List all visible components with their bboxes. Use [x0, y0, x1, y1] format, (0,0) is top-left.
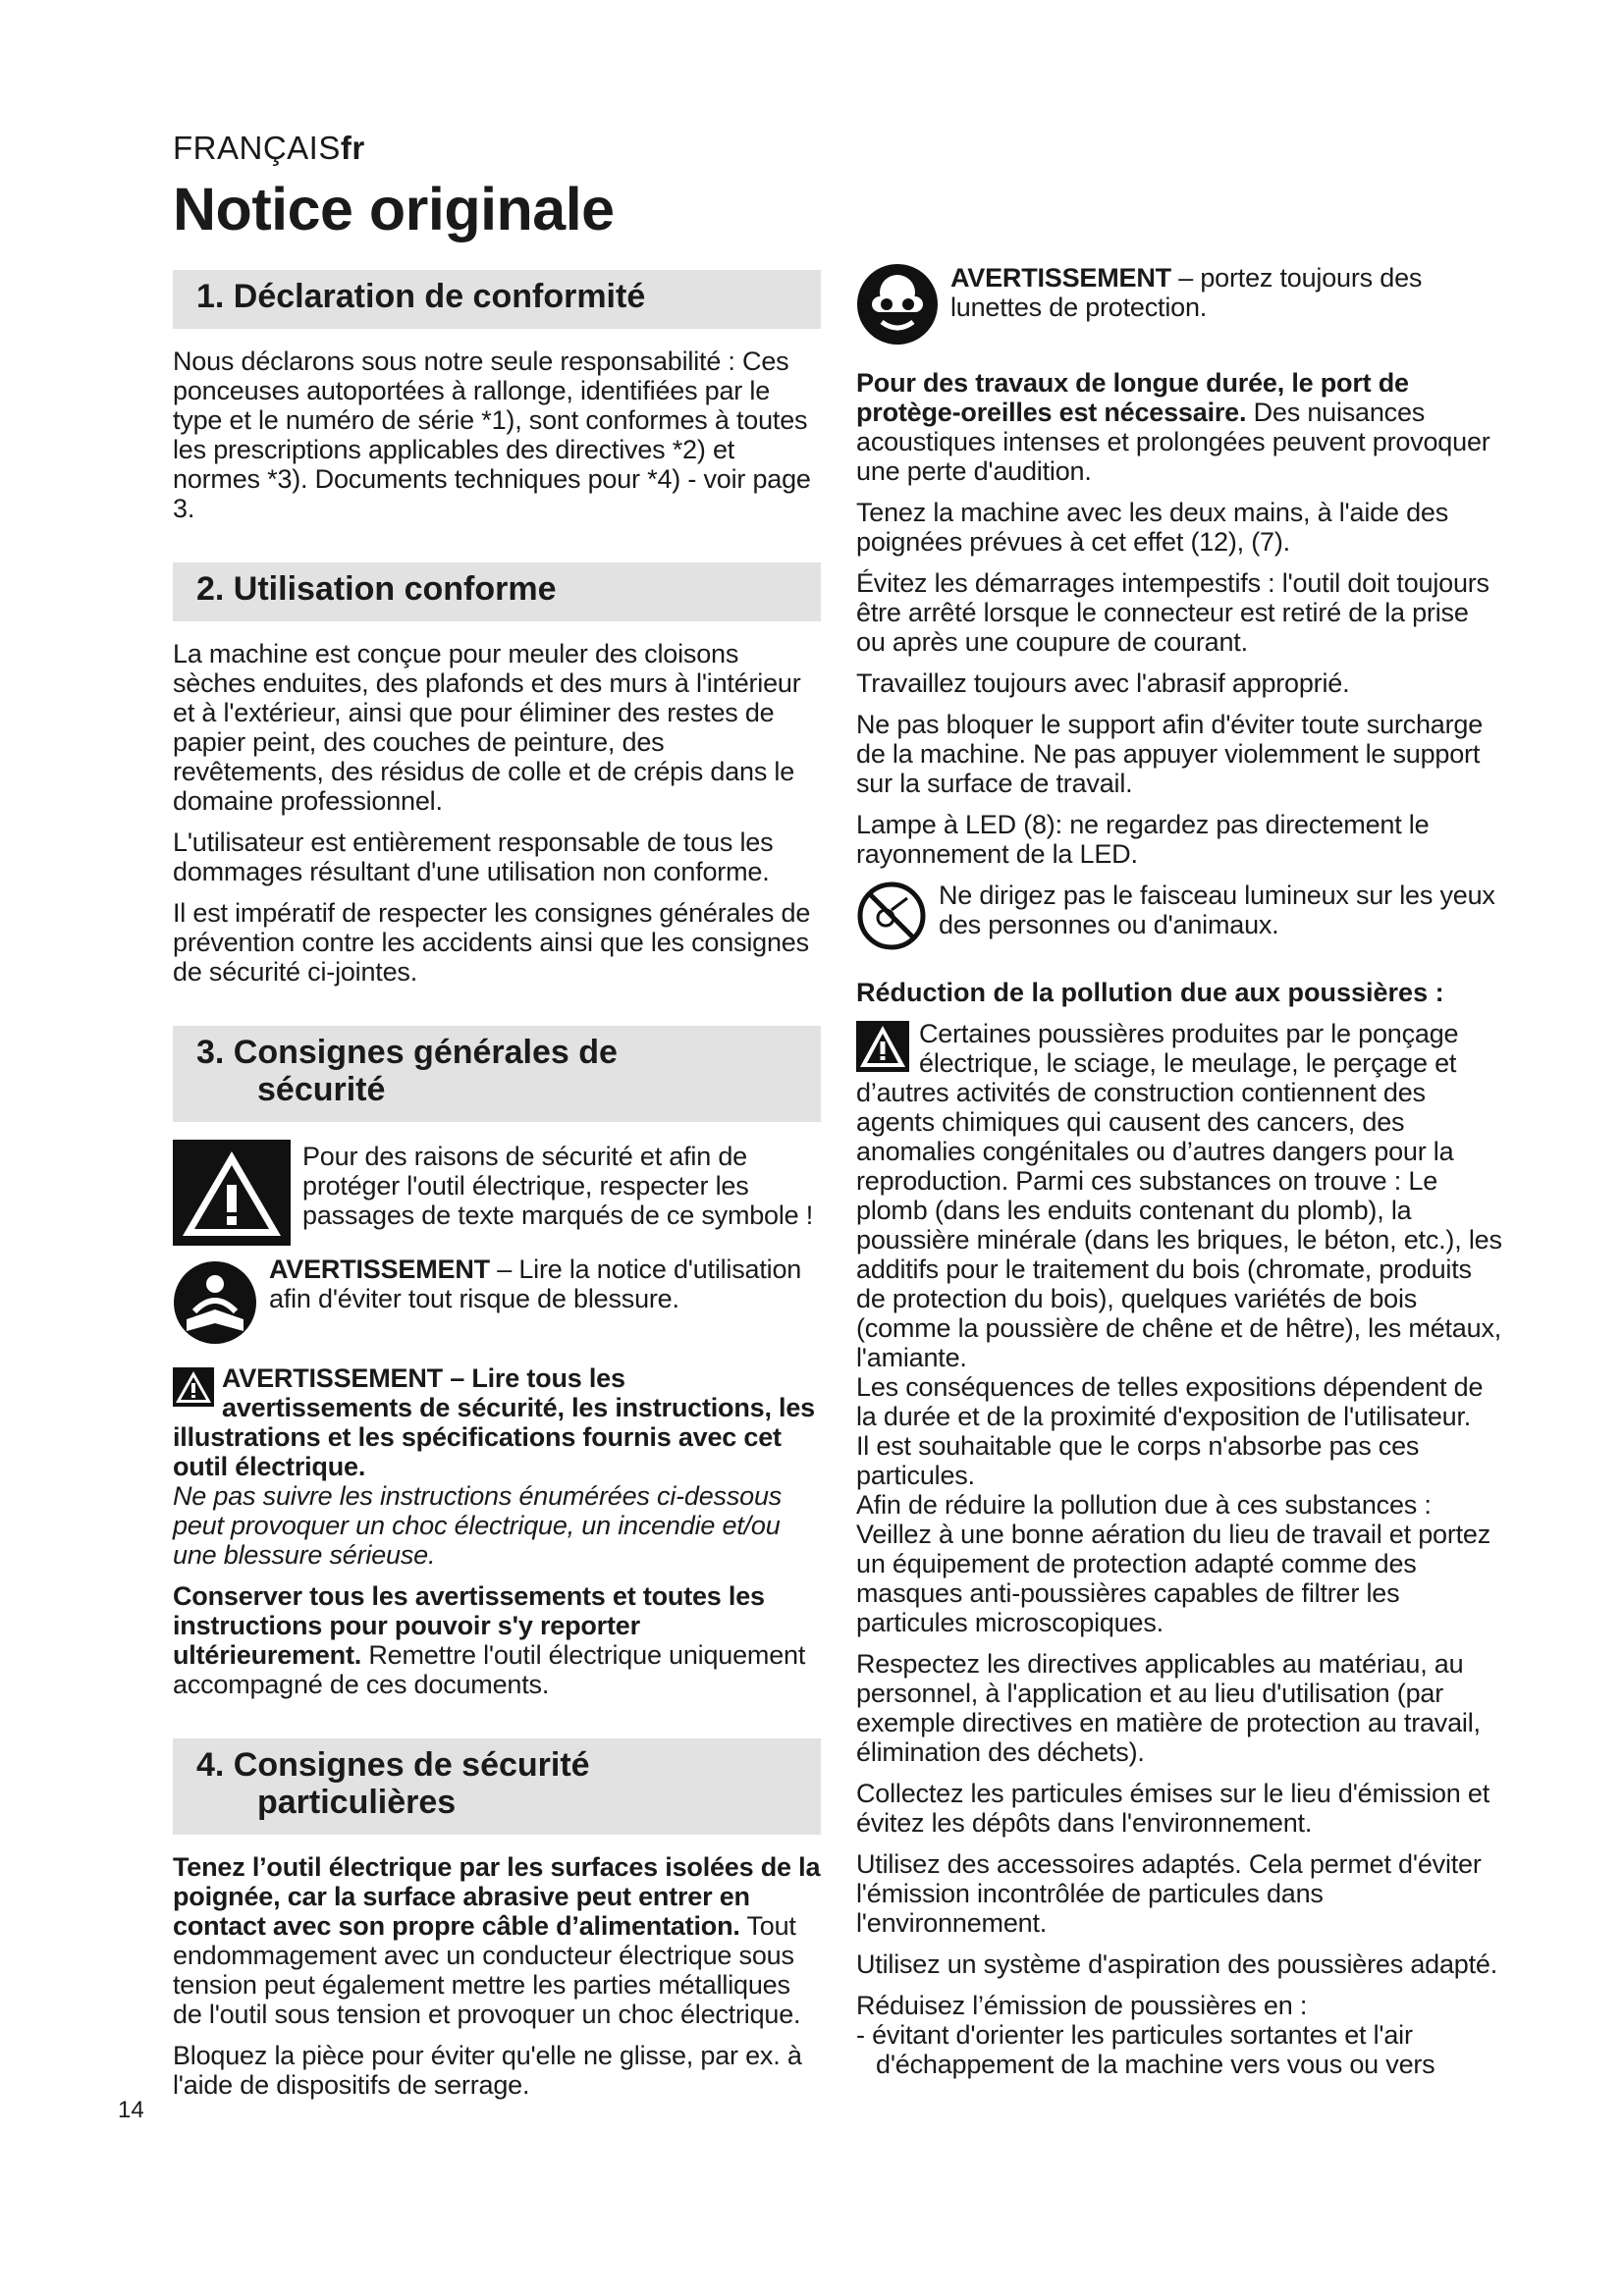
- goggles-warning-text: [950, 263, 1504, 322]
- dust-warning-text: Certaines poussières produites par le ponçage électrique, le sciage, le meulage, le perçage et d’autres activités de construction contiennent des agents chimiques qui causent des cancers, des anomalies congénitales ou d’autres dangers pour la reproduction. Parmi ces substances on trouve : Le plomb (dans les enduits contenant du plomb), la poussière minérale (dans les briques, le béton, etc.), les additifs pour le traitement du bois (chromate, produits de protection du bois), quelques variétés de bois (comme la poussière de chêne et de hêtre), les métaux, l'amiante.: [856, 1019, 1502, 1372]
- right-column: [856, 263, 1504, 2091]
- ear-protection-bold: Pour des travaux de longue durée, le port de protège-oreilles est nécessaire.: [856, 368, 1409, 427]
- section-4-heading: [173, 1738, 821, 1835]
- no-eye-beam-icon: [856, 881, 927, 956]
- warning-triangle-icon: [173, 1140, 291, 1251]
- hold-tool-paragraph: [173, 1852, 821, 2029]
- dust-warning-icon: [856, 1021, 909, 1078]
- two-hands-paragraph: Tenez la machine avec les deux mains, à l'aide des poignées prévues à cet effet (12), (7).: [856, 498, 1448, 557]
- hold-tool-bold: Tenez l’outil électrique par les surfaces isolées de la poignée, car la surface abrasive peut entrer en contact avec son propre câble d’alimentation.: [173, 1852, 821, 1941]
- section-4-title-line2: particulières: [257, 1784, 457, 1821]
- warning-symbol-text: Pour des raisons de sécurité et afin de protéger l'outil électrique, respecter les passages de texte marqués de ce symbole !: [302, 1142, 814, 1230]
- language-label: [173, 130, 365, 167]
- warning-symbol-block: [173, 1140, 821, 1251]
- section-2-p2: L'utilisateur est entièrement responsable de tous les dommages résultant d'une utilisation non conforme.: [173, 828, 774, 886]
- read-manual-block: [173, 1255, 821, 1350]
- section-3-title-line2: sécurité: [257, 1071, 386, 1108]
- ear-protection-rest: Des nuisances acoustiques intenses et prolongées peuvent provoquer une perte d'audition.: [856, 398, 1490, 486]
- consequences-paragraph: Les conséquences de telles expositions dépendent de la durée et de la proximité d'exposition de l'utilisateur.: [856, 1372, 1484, 1431]
- read-manual-bold: AVERTISSEMENT: [269, 1255, 490, 1284]
- section-3-title-line1: 3. Consignes générales de: [196, 1034, 618, 1071]
- read-manual-icon: [173, 1260, 257, 1350]
- language-name: FRANÇAIS: [173, 130, 341, 166]
- abrasive-paragraph: Travaillez toujours avec l'abrasif approprié.: [856, 668, 1350, 698]
- collect-paragraph: Collectez les particules émises sur le lieu d'émission et évitez les dépôts dans l'environnement.: [856, 1779, 1490, 1838]
- keep-instructions-bold: Conserver tous les avertissements et toutes les instructions pour pouvoir s'y reporter ultérieurement.: [173, 1581, 765, 1670]
- restart-paragraph: Évitez les démarrages intempestifs : l'outil doit toujours être arrêté lorsque le connecteur est retiré de la prise ou après une coupure de courant.: [856, 568, 1489, 657]
- accessories-paragraph: Utilisez des accessoires adaptés. Cela permet d'éviter l'émission incontrôlée de particules dans l'environnement.: [856, 1849, 1482, 1938]
- reduce-emission-paragraph: Réduisez l’émission de poussières en :: [856, 1991, 1308, 2020]
- bullet-item-1-continued: d'échappement de la machine vers vous ou vers: [876, 2050, 1435, 2079]
- section-1-heading: 1. Déclaration de conformité: [173, 270, 821, 329]
- beam-warning-text: Ne dirigez pas le faisceau lumineux sur les yeux des personnes ou d'animaux.: [939, 881, 1495, 939]
- hold-tool-rest: Tout endommagement avec un conducteur électrique sous tension peut également mettre les parties métalliques de l'outil sous tension et provoquer un choc électrique.: [173, 1911, 801, 2029]
- read-manual-rest: – Lire la notice d'utilisation afin d'éviter tout risque de blessure.: [269, 1255, 802, 1313]
- all-warnings-paragraph: [173, 1363, 821, 1570]
- led-paragraph: Lampe à LED (8): ne regardez pas directement le rayonnement de la LED.: [856, 810, 1430, 869]
- support-paragraph: Ne pas bloquer le support afin d'éviter toute surcharge de la machine. Ne pas appuyer violemment le support sur la surface de travail.: [856, 710, 1484, 798]
- section-2-p3: Il est impératif de respecter les consignes générales de prévention contre les accidents ainsi que les consignes de sécurité ci-jointes.: [173, 898, 811, 987]
- reduce-pollution-paragraph: Afin de réduire la pollution due à ces substances : Veillez à une bonne aération du lieu de travail et portez un équipement de protection adapté comme des masques anti-poussières capables de filtrer les particules microscopiques.: [856, 1490, 1491, 1637]
- all-warnings-bold: AVERTISSEMENT – Lire tous les avertissements de sécurité, les instructions, les illustrations et les spécifications fournis avec cet outil électrique.: [173, 1363, 815, 1481]
- keep-instructions-paragraph: [173, 1581, 821, 1699]
- section-3-heading: [173, 1026, 821, 1122]
- dust-warning-paragraph: [856, 1019, 1504, 1372]
- section-2-heading: 2. Utilisation conforme: [173, 562, 821, 621]
- ear-protection-paragraph: [856, 368, 1504, 486]
- language-code: fr: [340, 130, 365, 166]
- small-warning-icon: [173, 1367, 214, 1413]
- page-title: Notice originale: [173, 176, 615, 242]
- dust-heading: Réduction de la pollution due aux poussières :: [856, 978, 1444, 1007]
- goggles-warning-rest: – portez toujours des lunettes de protection.: [950, 263, 1423, 322]
- left-column: [173, 270, 821, 2111]
- read-manual-text: [269, 1255, 821, 1313]
- clamp-paragraph: Bloquez la pièce pour éviter qu'elle ne glisse, par ex. à l'aide de dispositifs de serrage.: [173, 2041, 802, 2100]
- section-1-text: Nous déclarons sous notre seule responsabilité : Ces ponceuses autoportées à rallonge, identifiées par le type et le numéro de série *1), sont conformes à toutes les prescriptions applicables des directives *2) et normes *3). Documents techniques pour *4) - voir page 3.: [173, 347, 811, 523]
- extraction-paragraph: Utilisez un système d'aspiration des poussières adapté.: [856, 1949, 1498, 1979]
- keep-instructions-rest: Remettre l'outil électrique uniquement accompagné de ces documents.: [173, 1640, 806, 1699]
- goggles-warning-block: [856, 263, 1504, 350]
- beam-warning-block: [856, 881, 1504, 956]
- page-number: 14: [118, 2097, 144, 2123]
- all-warnings-italic: Ne pas suivre les instructions énumérées ci-dessous peut provoquer un choc électrique, un incendie et/ou une blessure sérieuse.: [173, 1481, 783, 1570]
- section-4-title-line1: 4. Consignes de sécurité: [196, 1746, 590, 1784]
- directives-paragraph: Respectez les directives applicables au matériau, au personnel, à l'application et au lieu d'utilisation (par exemple directives en matière de protection au travail, élimination des déchets).: [856, 1649, 1481, 1767]
- absorb-paragraph: Il est souhaitable que le corps n'absorbe pas ces particules.: [856, 1431, 1420, 1490]
- bullet-item-1: - évitant d'orienter les particules sortantes et l'air: [856, 2020, 1413, 2050]
- section-2-p1: La machine est conçue pour meuler des cloisons sèches enduites, des plafonds et des murs à l'intérieur et à l'extérieur, ainsi que pour éliminer des restes de papier peint, des couches de peinture, des revêtements, des résidus de colle et de crépis dans le domaine professionnel.: [173, 639, 801, 816]
- safety-goggles-icon: [856, 263, 939, 350]
- goggles-warning-bold: AVERTISSEMENT: [950, 263, 1171, 293]
